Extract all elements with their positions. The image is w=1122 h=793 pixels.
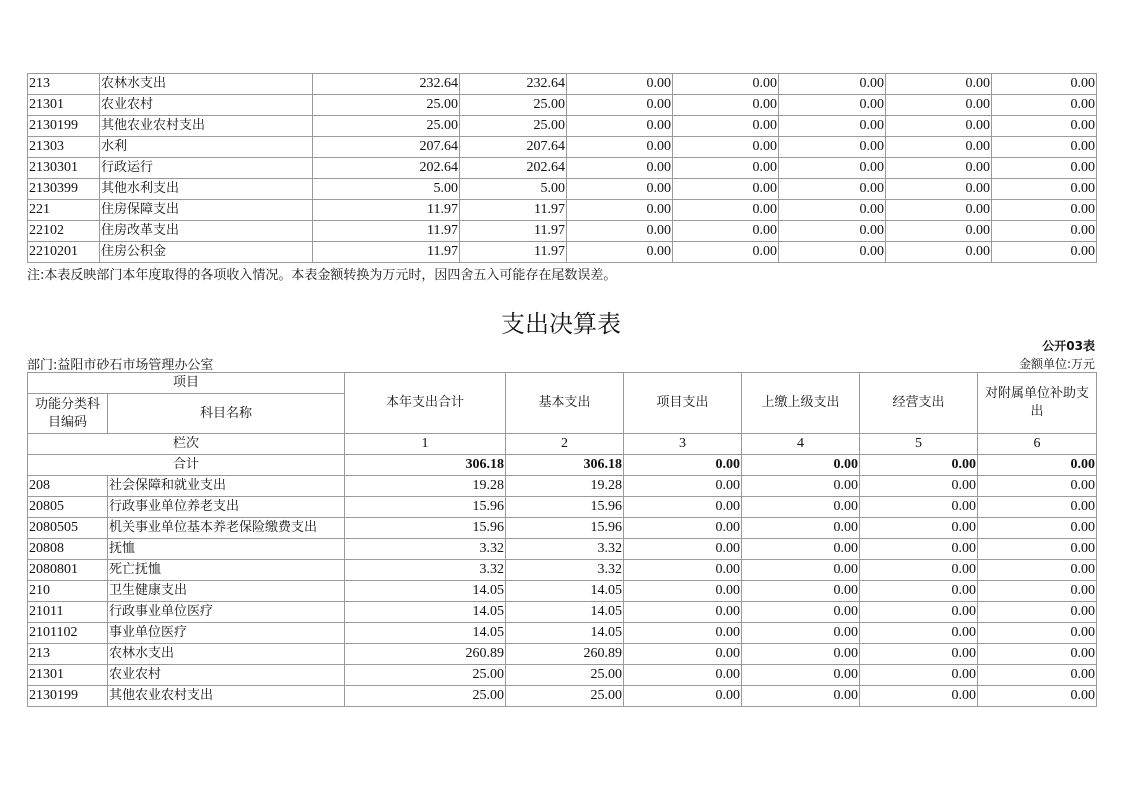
amount-cell: 0.00 [978, 665, 1097, 686]
subject-code: 2130399 [28, 179, 100, 200]
expenditure-table [27, 372, 1097, 707]
subject-name: 行政运行 [100, 158, 313, 179]
amount-cell: 0.00 [992, 95, 1097, 116]
subject-code: 2130301 [28, 158, 100, 179]
subject-name: 死亡抚恤 [108, 560, 345, 581]
income-table-continued [27, 73, 1097, 263]
amount-cell: 0.00 [992, 221, 1097, 242]
amount-cell: 11.97 [460, 221, 567, 242]
amount-cell: 0.00 [624, 644, 742, 665]
table-row [28, 623, 1097, 644]
amount-cell: 0.00 [886, 221, 992, 242]
amount-cell: 0.00 [742, 686, 860, 707]
amount-cell: 11.97 [313, 242, 460, 263]
subject-code: 2130199 [28, 116, 100, 137]
amount-cell: 14.05 [506, 623, 624, 644]
amount-cell: 0.00 [742, 581, 860, 602]
subject-code: 2210201 [28, 242, 100, 263]
amount-cell: 3.32 [506, 539, 624, 560]
amount-cell: 0.00 [567, 179, 673, 200]
amount-cell: 0.00 [779, 95, 886, 116]
subject-name: 其他农业农村支出 [108, 686, 345, 707]
table-row [28, 644, 1097, 665]
amount-cell: 0.00 [567, 200, 673, 221]
total-value: 0.00 [860, 455, 978, 476]
table-row [28, 221, 1097, 242]
amount-cell: 0.00 [978, 560, 1097, 581]
amount-cell: 0.00 [992, 137, 1097, 158]
amount-cell: 5.00 [313, 179, 460, 200]
amount-cell: 0.00 [567, 95, 673, 116]
header-item: 项目 [28, 373, 345, 394]
amount-cell: 25.00 [345, 686, 506, 707]
amount-cell: 0.00 [992, 200, 1097, 221]
header-col-5: 经营支出 [860, 373, 978, 434]
subject-code: 20808 [28, 539, 108, 560]
amount-cell: 0.00 [860, 665, 978, 686]
amount-cell: 11.97 [460, 200, 567, 221]
amount-cell: 25.00 [506, 686, 624, 707]
column-index: 1 [345, 434, 506, 455]
subject-name: 住房公积金 [100, 242, 313, 263]
amount-cell: 0.00 [742, 644, 860, 665]
header-col-2: 基本支出 [506, 373, 624, 434]
department-label: 部门:益阳市砂石市场管理办公室 [27, 358, 214, 373]
amount-cell: 0.00 [673, 179, 779, 200]
subject-name: 住房保障支出 [100, 200, 313, 221]
amount-cell: 0.00 [886, 95, 992, 116]
amount-cell: 0.00 [978, 476, 1097, 497]
amount-cell: 0.00 [567, 137, 673, 158]
header-col-1: 本年支出合计 [345, 373, 506, 434]
amount-cell: 0.00 [742, 539, 860, 560]
subject-code: 221 [28, 200, 100, 221]
column-index: 3 [624, 434, 742, 455]
amount-cell: 0.00 [742, 518, 860, 539]
column-index: 5 [860, 434, 978, 455]
amount-cell: 3.32 [345, 539, 506, 560]
amount-cell: 25.00 [313, 95, 460, 116]
column-index: 6 [978, 434, 1097, 455]
subject-code: 213 [28, 644, 108, 665]
amount-cell: 0.00 [860, 581, 978, 602]
amount-cell: 260.89 [345, 644, 506, 665]
header-col-4: 上缴上级支出 [742, 373, 860, 434]
amount-cell: 0.00 [673, 95, 779, 116]
amount-cell: 15.96 [506, 518, 624, 539]
amount-cell: 0.00 [978, 623, 1097, 644]
form-code: 公开03表 [1042, 339, 1095, 353]
amount-cell: 0.00 [992, 158, 1097, 179]
table-row [28, 95, 1097, 116]
column-index: 4 [742, 434, 860, 455]
amount-cell: 0.00 [624, 623, 742, 644]
subject-name: 抚恤 [108, 539, 345, 560]
amount-cell: 0.00 [978, 644, 1097, 665]
amount-cell: 232.64 [460, 74, 567, 95]
unit-label: 金额单位:万元 [1018, 357, 1095, 371]
table-note: 注:本表反映部门本年度取得的各项收入情况。本表金额转换为万元时，因四舍五入可能存在尾数误差。 [27, 268, 617, 283]
subject-code: 2101102 [28, 623, 108, 644]
column-index: 2 [506, 434, 624, 455]
amount-cell: 0.00 [742, 623, 860, 644]
amount-cell: 25.00 [460, 95, 567, 116]
amount-cell: 0.00 [978, 518, 1097, 539]
amount-cell: 0.00 [860, 539, 978, 560]
total-value: 0.00 [624, 455, 742, 476]
amount-cell: 0.00 [624, 602, 742, 623]
amount-cell: 0.00 [742, 560, 860, 581]
amount-cell: 15.96 [345, 497, 506, 518]
subject-code: 20805 [28, 497, 108, 518]
subject-code: 2130199 [28, 686, 108, 707]
amount-cell: 11.97 [460, 242, 567, 263]
amount-cell: 0.00 [624, 665, 742, 686]
amount-cell: 0.00 [779, 200, 886, 221]
table-row [28, 200, 1097, 221]
amount-cell: 0.00 [978, 497, 1097, 518]
subject-name: 卫生健康支出 [108, 581, 345, 602]
table-row [28, 179, 1097, 200]
total-value: 306.18 [506, 455, 624, 476]
subject-name: 事业单位医疗 [108, 623, 345, 644]
header-name: 科目名称 [108, 394, 345, 434]
amount-cell: 25.00 [345, 665, 506, 686]
amount-cell: 0.00 [886, 74, 992, 95]
amount-cell: 0.00 [860, 476, 978, 497]
amount-cell: 0.00 [779, 74, 886, 95]
amount-cell: 3.32 [345, 560, 506, 581]
amount-cell: 0.00 [673, 116, 779, 137]
amount-cell: 0.00 [886, 158, 992, 179]
table-row [28, 242, 1097, 263]
subject-code: 21303 [28, 137, 100, 158]
amount-cell: 0.00 [567, 74, 673, 95]
amount-cell: 15.96 [506, 497, 624, 518]
amount-cell: 0.00 [624, 581, 742, 602]
amount-cell: 0.00 [992, 74, 1097, 95]
header-code: 功能分类科目编码 [28, 394, 108, 434]
amount-cell: 25.00 [460, 116, 567, 137]
amount-cell: 3.32 [506, 560, 624, 581]
amount-cell: 0.00 [673, 158, 779, 179]
amount-cell: 0.00 [860, 623, 978, 644]
amount-cell: 14.05 [506, 581, 624, 602]
header-col-6: 对附属单位补助支出 [978, 373, 1097, 434]
subject-code: 210 [28, 581, 108, 602]
amount-cell: 0.00 [742, 602, 860, 623]
amount-cell: 14.05 [345, 602, 506, 623]
amount-cell: 0.00 [779, 179, 886, 200]
table-row [28, 665, 1097, 686]
subject-code: 2080801 [28, 560, 108, 581]
subject-name: 其他水利支出 [100, 179, 313, 200]
subject-name: 农业农村 [100, 95, 313, 116]
amount-cell: 207.64 [460, 137, 567, 158]
table-row [28, 539, 1097, 560]
amount-cell: 15.96 [345, 518, 506, 539]
amount-cell: 0.00 [886, 137, 992, 158]
amount-cell: 19.28 [345, 476, 506, 497]
amount-cell: 0.00 [779, 242, 886, 263]
subject-code: 2080505 [28, 518, 108, 539]
amount-cell: 19.28 [506, 476, 624, 497]
amount-cell: 0.00 [779, 221, 886, 242]
amount-cell: 0.00 [624, 560, 742, 581]
amount-cell: 0.00 [673, 242, 779, 263]
amount-cell: 0.00 [978, 539, 1097, 560]
amount-cell: 260.89 [506, 644, 624, 665]
table-row [28, 686, 1097, 707]
table-row [28, 116, 1097, 137]
page-title: 支出决算表 [501, 310, 621, 338]
amount-cell: 14.05 [345, 623, 506, 644]
amount-cell: 14.05 [345, 581, 506, 602]
amount-cell: 0.00 [992, 242, 1097, 263]
subject-name: 水利 [100, 137, 313, 158]
amount-cell: 0.00 [624, 539, 742, 560]
amount-cell: 14.05 [506, 602, 624, 623]
amount-cell: 0.00 [567, 221, 673, 242]
table-row [28, 158, 1097, 179]
subject-name: 其他农业农村支出 [100, 116, 313, 137]
amount-cell: 202.64 [313, 158, 460, 179]
amount-cell: 0.00 [673, 74, 779, 95]
subject-code: 21301 [28, 665, 108, 686]
subject-name: 农林水支出 [100, 74, 313, 95]
amount-cell: 0.00 [978, 581, 1097, 602]
amount-cell: 25.00 [506, 665, 624, 686]
amount-cell: 0.00 [673, 221, 779, 242]
amount-cell: 0.00 [779, 116, 886, 137]
amount-cell: 11.97 [313, 221, 460, 242]
subject-name: 社会保障和就业支出 [108, 476, 345, 497]
amount-cell: 0.00 [673, 137, 779, 158]
amount-cell: 0.00 [886, 116, 992, 137]
amount-cell: 0.00 [860, 644, 978, 665]
amount-cell: 0.00 [624, 686, 742, 707]
amount-cell: 0.00 [567, 158, 673, 179]
amount-cell: 0.00 [742, 497, 860, 518]
subject-name: 机关事业单位基本养老保险缴费支出 [108, 518, 345, 539]
table-row [28, 602, 1097, 623]
total-value: 306.18 [345, 455, 506, 476]
table-row [28, 137, 1097, 158]
column-index-label: 栏次 [28, 434, 345, 455]
amount-cell: 0.00 [624, 476, 742, 497]
total-value: 0.00 [978, 455, 1097, 476]
amount-cell: 0.00 [886, 200, 992, 221]
subject-code: 208 [28, 476, 108, 497]
table-row [28, 497, 1097, 518]
amount-cell: 0.00 [886, 179, 992, 200]
amount-cell: 232.64 [313, 74, 460, 95]
amount-cell: 0.00 [978, 686, 1097, 707]
amount-cell: 0.00 [779, 158, 886, 179]
amount-cell: 5.00 [460, 179, 567, 200]
amount-cell: 0.00 [624, 497, 742, 518]
subject-name: 农业农村 [108, 665, 345, 686]
amount-cell: 0.00 [978, 602, 1097, 623]
table-row [28, 74, 1097, 95]
amount-cell: 25.00 [313, 116, 460, 137]
amount-cell: 0.00 [860, 686, 978, 707]
subject-name: 住房改革支出 [100, 221, 313, 242]
subject-code: 21011 [28, 602, 108, 623]
amount-cell: 0.00 [886, 242, 992, 263]
amount-cell: 0.00 [567, 116, 673, 137]
subject-code: 22102 [28, 221, 100, 242]
amount-cell: 0.00 [860, 497, 978, 518]
total-value: 0.00 [742, 455, 860, 476]
amount-cell: 0.00 [779, 137, 886, 158]
total-label: 合计 [28, 455, 345, 476]
amount-cell: 202.64 [460, 158, 567, 179]
amount-cell: 0.00 [992, 116, 1097, 137]
amount-cell: 11.97 [313, 200, 460, 221]
subject-code: 21301 [28, 95, 100, 116]
amount-cell: 0.00 [742, 476, 860, 497]
subject-name: 行政事业单位养老支出 [108, 497, 345, 518]
amount-cell: 0.00 [992, 179, 1097, 200]
header-col-3: 项目支出 [624, 373, 742, 434]
table-row [28, 518, 1097, 539]
amount-cell: 0.00 [567, 242, 673, 263]
amount-cell: 0.00 [860, 518, 978, 539]
table-row [28, 560, 1097, 581]
amount-cell: 0.00 [860, 602, 978, 623]
subject-name: 农林水支出 [108, 644, 345, 665]
subject-name: 行政事业单位医疗 [108, 602, 345, 623]
total-row [28, 455, 1097, 476]
amount-cell: 0.00 [624, 518, 742, 539]
table-row [28, 476, 1097, 497]
amount-cell: 0.00 [860, 560, 978, 581]
amount-cell: 207.64 [313, 137, 460, 158]
amount-cell: 0.00 [742, 665, 860, 686]
amount-cell: 0.00 [673, 200, 779, 221]
table-row [28, 581, 1097, 602]
subject-code: 213 [28, 74, 100, 95]
